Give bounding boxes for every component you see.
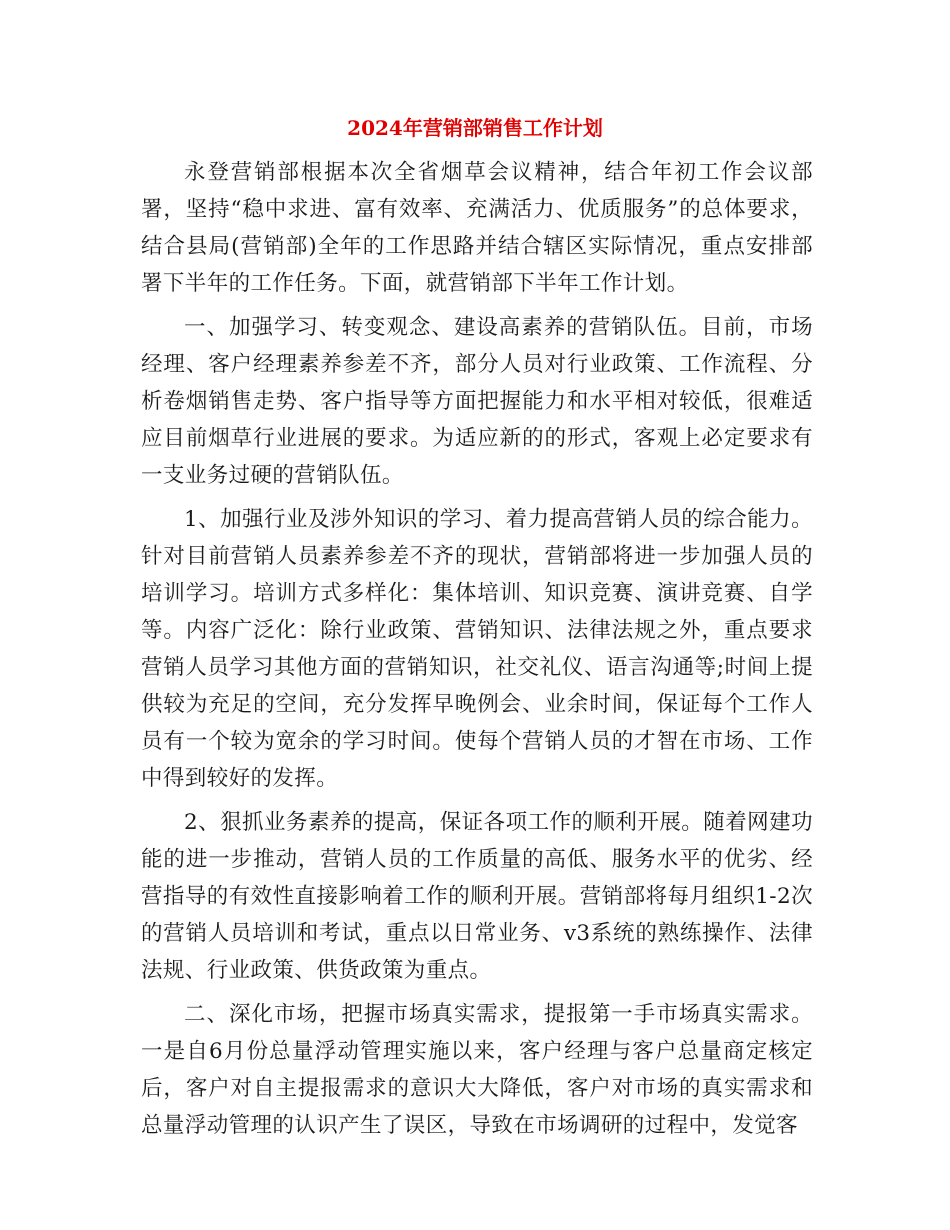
paragraph-section-one: 一、加强学习、转变观念、建设高素养的营销队伍。目前，市场经理、客户经理素养参差不齐，部分人员对行业政策、工作流程、分析卷烟销售走势、客户指导等方面把握能力和水平相对较低，很难适应目前烟草行业进展的要求。为适应新的的形式，客观上必定要求有一支业务过硬的营销队伍。 [141,315,813,488]
document-title: 2024年营销部销售工作计划 [347,116,603,140]
document-body [141,154,813,1151]
paragraph-section-two: 二、深化市场，把握市场真实需求，提报第一手市场真实需求。一是自6月份总量浮动管理实施以来，客户经理与客户总量商定核定后，客户对自主提报需求的意识大大降低，客户对市场的真实需求和总量浮动管理的认识产生了误区，导致在市场调研的过程中，发觉客 [141,1002,813,1138]
paragraph-intro: 永登营销部根据本次全省烟草会议精神，结合年初工作会议部署，坚持“稳中求进、富有效率、充满活力、优质服务”的总体要求，结合县局(营销部)全年的工作思路并结合辖区实际情况，重点安排部署下半年的工作任务。下面，就营销部下半年工作计划。 [141,160,813,296]
paragraph-item-two: 2、狠抓业务素养的提高，保证各项工作的顺利开展。随着网建功能的进一步推动，营销人员的工作质量的高低、服务水平的优劣、经营指导的有效性直接影响着工作的顺利开展。营销部将每月组织1-2次的营销人员培训和考试，重点以日常业务、v3系统的熟练操作、法律法规、行业政策、供货政策为重点。 [141,810,813,983]
paragraph-item-one: 1、加强行业及涉外知识的学习、着力提高营销人员的综合能力。针对目前营销人员素养参差不齐的现状，营销部将进一步加强人员的培训学习。培训方式多样化：集体培训、知识竞赛、演讲竞赛、自学等。内容广泛化：除行业政策、营销知识、法律法规之外，重点要求营销人员学习其他方面的营销知识，社交礼仪、语言沟通等;时间上提供较为充足的空间，充分发挥早晚例会、业余时间，保证每个工作人员有一个较为宽余的学习时间。使每个营销人员的才智在市场、工作中得到较好的发挥。 [141,507,813,791]
